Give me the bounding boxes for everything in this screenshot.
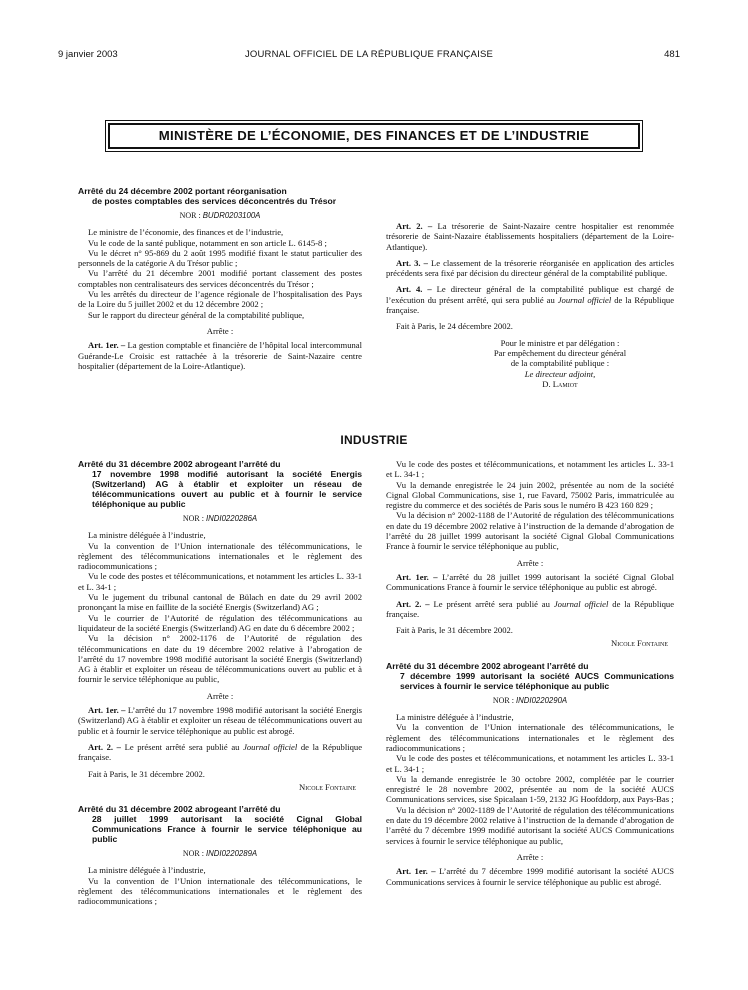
article-2: Art. 2. – Le présent arrêté sera publié au Journal officiel de la République française.: [386, 598, 675, 619]
paragraph: Vu la décision n° 2002-1176 de l’Autorité de régulation des télécommunications en date du 19 décembre 2002 relative à l’abrogation de l’arrêté du 17 novembre 1998 modifié autorisant la société Energis (Switzerland) AG à établir et exploiter un réseau de télécommunications ouvert au public et à fournir le service téléphonique au public,: [78, 633, 362, 685]
paragraph: Vu la convention de l’Union internationale des télécommunications, le règlement des télécommunications internationales et le règlement des radiocommunications ;: [386, 722, 674, 753]
article-1: Art. 1er. – La gestion comptable et financière de l’hôpital local intercommunal Guérande-Le Croisic est rattachée à la trésorerie de Saint-Nazaire centre hospitalier (département de la Loire-Atlantique).: [78, 340, 362, 371]
paragraph: La ministre déléguée à l’industrie,: [396, 712, 514, 723]
arrete-heading: Arrête :: [206, 690, 234, 701]
signature: Nicole Fontaine: [611, 638, 668, 649]
article-2: Art. 2. – Le présent arrêté sera publié au Journal officiel de la République française.: [78, 741, 363, 763]
header-date: 9 janvier 2003: [58, 49, 118, 60]
article-3: Art. 3. – Le classement de la trésorerie réorganisée en application des articles précédents sera fixé par décision du directeur général de la comptabilité publique.: [386, 257, 674, 279]
paragraph: Vu le code des postes et télécommunications, et notamment les articles L. 33-1 et L. 34-1 ;: [78, 571, 362, 592]
decree-title-aucs: Arrêté du 31 décembre 2002 abrogeant l’arrêté du 7 décembre 1999 autorisant la société AUCS Communications services à fournir le service téléphonique au public: [386, 660, 674, 691]
industrie-left-column: [78, 459, 362, 907]
article-4: Art. 4. – Le directeur général de la comptabilité publique est chargé de l’exécution du présent arrêté, qui sera publié au Journal officiel de la République française.: [386, 284, 675, 316]
decree-tresor-right: [386, 196, 674, 389]
paragraph: Vu le courrier de l’Autorité de régulation des télécommunications au liquidateur de la société Energis (Switzerland) AG en date du 6 décembre 2002 ;: [78, 612, 362, 633]
journal-title: JOURNAL OFFICIEL DE LA RÉPUBLIQUE FRANÇAISE: [244, 49, 494, 60]
paragraph: Vu le code des postes et télécommunications, et notamment les articles L. 33-1 et L. 34-1 ;: [386, 753, 674, 774]
paragraph: Vu le code de la santé publique, notamment en son article L. 6145-8 ;: [88, 237, 327, 248]
arrete-heading: Arrête :: [206, 325, 234, 336]
paragraph: Vu la demande enregistrée le 30 octobre 2002, complétée par le courrier enregistré le 28 novembre 2002, présentée au nom de la société AUCS Communications services, sise Spicalaan 1-59, 2132 JG Hoofddorp, aux Pays-Bas ;: [386, 773, 674, 805]
section-heading-industrie: INDUSTRIE: [340, 433, 408, 447]
article-1: Art. 1er. – L’arrêté du 17 novembre 1998 modifié autorisant la société Energis (Switzerland) AG à établir et exploiter un réseau de télécommunications ouvert au public et à fournir le service téléphonique au public est abrogé.: [78, 705, 362, 736]
fait-a-paris: Fait à Paris, le 31 décembre 2002.: [88, 768, 205, 779]
paragraph: La ministre déléguée à l’industrie,: [88, 865, 206, 876]
fait-a-paris: Fait à Paris, le 31 décembre 2002.: [396, 625, 513, 636]
running-header: [58, 49, 680, 63]
decree-title-energis: Arrêté du 31 décembre 2002 abrogeant l’arrêté du 17 novembre 1998 modifié autorisant la société Energis (Switzerland) AG à établir et exploiter un réseau de télécommunications ouvert au public et à fournir le service téléphonique au public: [78, 459, 362, 509]
decree-title: Arrêté du 24 décembre 2002 portant réorganisation de postes comptables des services déconcentrés du Trésor: [78, 186, 337, 206]
paragraph: Vu la convention de l’Union internationale des télécommunications, le règlement des télécommunications internationales et le règlement des radiocommunications ;: [78, 875, 362, 907]
ministry-heading: MINISTÈRE DE L’ÉCONOMIE, DES FINANCES ET DE L’INDUSTRIE: [158, 128, 590, 143]
fait-a-paris: Fait à Paris, le 24 décembre 2002.: [396, 321, 513, 332]
paragraph: Vu la demande enregistrée le 24 juin 2002, présentée au nom de la société Cignal Global Communications, sise 1, rue Favard, 75002 Paris, immatriculée au registre du commerce et des sociétés de Paris sous le numéro B 423 160 829 ;: [386, 479, 674, 511]
paragraph: Vu les arrêtés du directeur de l’agence régionale de l’hospitalisation des Pays de la Loire du 5 juillet 2002 et du 12 décembre 2002 ;: [78, 289, 362, 310]
arrete-heading: Arrête :: [516, 851, 544, 862]
nor-reference: NOR : INDI0220290A: [492, 695, 568, 705]
paragraph: Vu la décision n° 2002-1189 de l’Autorité de régulation des télécommunications en date du 19 décembre 2002 relative à l’instruction de la demande d’abrogation de l’arrêté du 7 décembre 1999 modifié autorisant la société AUCS Communications services à fournir le service téléphonique au public,: [386, 804, 674, 846]
industrie-right-column: [386, 459, 674, 887]
signature-block: Pour le ministre et par délégation : Par empêchement du directeur général de la comptabilité publique : Le directeur adjoint, D. Lamiot: [493, 337, 627, 389]
decree-tresor-left: [78, 186, 362, 371]
arrete-heading: Arrête :: [516, 557, 544, 568]
paragraph: Vu l’arrêté du 21 décembre 2001 modifié portant classement des postes comptables non centralisateurs des services déconcentrés du Trésor ;: [78, 268, 362, 289]
paragraph: Vu le jugement du tribunal cantonal de Bülach en date du 29 avril 2002 prononçant la mise en faillite de la société Energis (Switzerland) AG ;: [78, 592, 362, 613]
paragraph: Le ministre de l’économie, des finances et de l’industrie,: [88, 227, 284, 238]
decree-title-cignal: Arrêté du 31 décembre 2002 abrogeant l’arrêté du 28 juillet 1999 autorisant la société Cignal Global Communications France à fournir le service téléphonique au public: [78, 804, 362, 845]
paragraph: Vu le décret n° 95-869 du 2 août 1995 modifié fixant le statut particulier des personnels de la catégorie A du Trésor public ;: [78, 247, 362, 269]
paragraph: Vu le code des postes et télécommunications, et notamment les articles L. 33-1 et L. 34-1 ;: [386, 459, 674, 480]
paragraph: La ministre déléguée à l’industrie,: [88, 530, 206, 541]
ministry-heading-box: [108, 123, 640, 149]
paragraph: Sur le rapport du directeur général de la comptabilité publique,: [88, 309, 305, 320]
article-2: Art. 2. – La trésorerie de Saint-Nazaire centre hospitalier est renommée trésorerie de Saint-Nazaire établissements hospitaliers (département de la Loire-Atlantique).: [386, 221, 674, 252]
paragraph: Vu la convention de l’Union internationale des télécommunications, le règlement des télécommunications internationales et le règlement des radiocommunications ;: [78, 540, 362, 572]
nor-reference: NOR : BUDR0203100A: [179, 211, 261, 220]
nor-reference: NOR : INDI0220289A: [182, 849, 258, 859]
paragraph: Vu la décision n° 2002-1188 de l’Autorité de régulation des télécommunications en date du 19 décembre 2002 relative à l’instruction de la demande d’abrogation de l’arrêté du 28 juillet 1999 autorisant la société Cignal Global Communications France à fournir le service téléphonique au public,: [386, 510, 674, 552]
page-number: 481: [664, 49, 680, 60]
nor-reference: NOR : INDI0220286A: [182, 514, 258, 523]
article-1: Art. 1er. – L’arrêté du 28 juillet 1999 autorisant la société Cignal Global Communications France à fournir le service téléphonique au public est abrogé.: [386, 571, 674, 593]
article-1: Art. 1er. – L’arrêté du 7 décembre 1999 modifié autorisant la société AUCS Communications services à fournir le service téléphonique au public est abrogé.: [386, 866, 674, 887]
signature: Nicole Fontaine: [299, 781, 356, 792]
